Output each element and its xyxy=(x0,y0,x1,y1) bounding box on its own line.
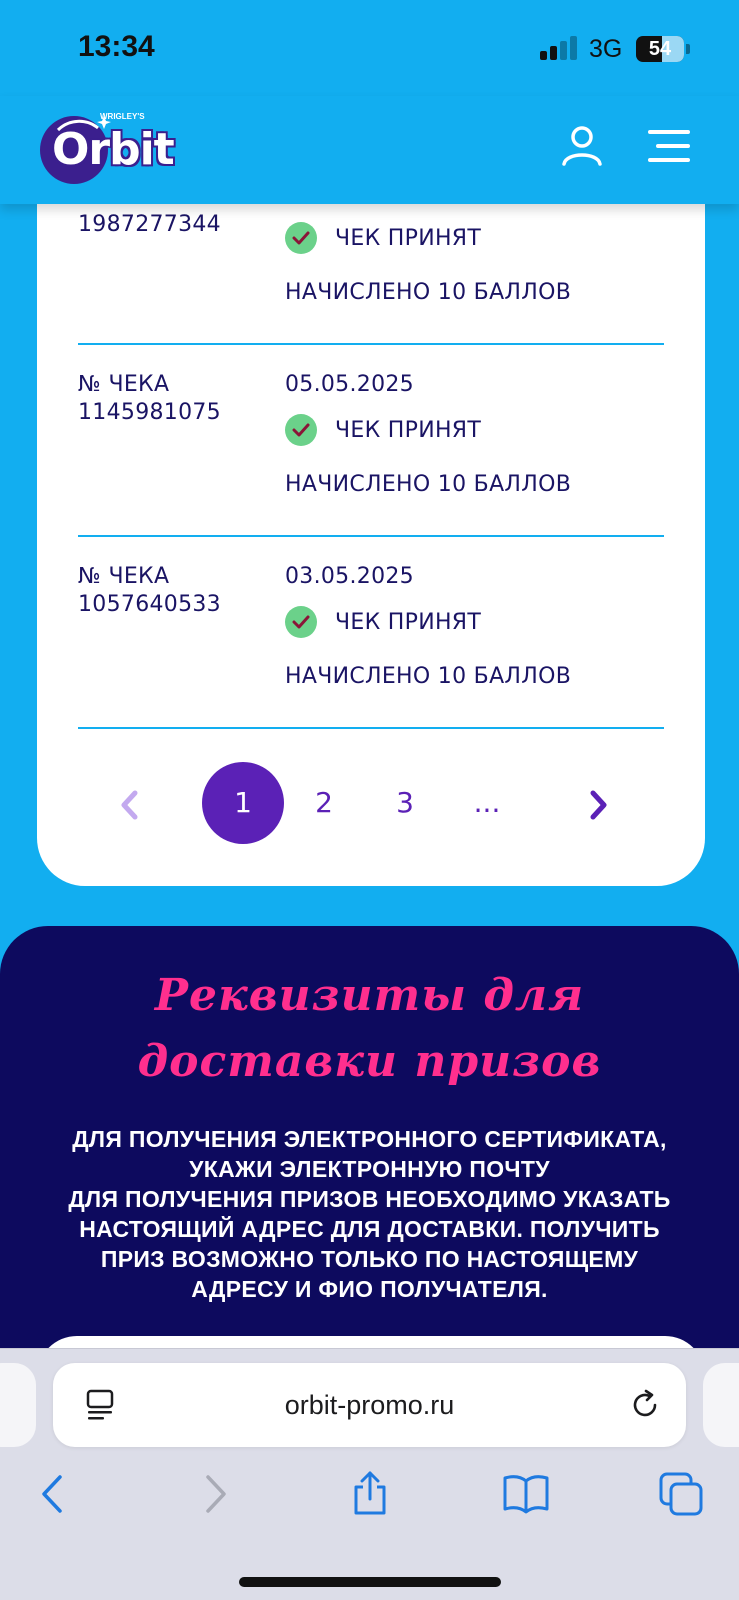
requisites-text-line: ПРИЗ ВОЗМОЖНО ТОЛЬКО ПО НАСТОЯЩЕМУ xyxy=(100,1246,639,1272)
cellular-signal-icon xyxy=(540,36,580,60)
next-tab-peek[interactable] xyxy=(703,1363,739,1447)
logo-sub: WRIGLEY'S xyxy=(100,112,145,121)
requisites-text-line: НАСТОЯЩИЙ АДРЕС ДЛЯ ДОСТАВКИ. ПОЛУЧИТЬ xyxy=(79,1216,660,1242)
bookmarks-icon[interactable] xyxy=(502,1471,550,1517)
check-icon xyxy=(285,606,317,638)
address-bar[interactable] xyxy=(53,1363,686,1447)
receipt-points: НАЧИСЛЕНО 10 БАЛЛОВ xyxy=(285,472,572,497)
orbit-logo[interactable] xyxy=(38,110,188,186)
requisites-text-line: УКАЖИ ЭЛЕКТРОННУЮ ПОЧТУ xyxy=(189,1156,550,1182)
receipt-number: 1145981075 xyxy=(78,400,221,425)
receipt-number: 1987277344 xyxy=(78,212,221,237)
address-url: orbit-promo.ru xyxy=(284,1390,455,1420)
next-page-icon[interactable] xyxy=(583,788,613,822)
divider xyxy=(78,343,664,345)
receipt-row xyxy=(78,372,664,530)
receipt-label: № ЧЕКА xyxy=(78,564,170,589)
reload-icon[interactable] xyxy=(629,1389,661,1421)
receipt-row xyxy=(78,564,664,722)
page-2-button[interactable]: 2 xyxy=(315,786,333,819)
page-ellipsis[interactable]: ... xyxy=(473,786,501,819)
home-indicator xyxy=(239,1577,501,1587)
back-icon[interactable] xyxy=(30,1471,78,1517)
requisites-text-line: ДЛЯ ПОЛУЧЕНИЯ ПРИЗОВ НЕОБХОДИМО УКАЗАТЬ xyxy=(68,1186,671,1212)
divider xyxy=(78,535,664,537)
receipts-card xyxy=(37,160,705,886)
receipt-status: ЧЕК ПРИНЯТ xyxy=(335,610,482,635)
receipt-points: НАЧИСЛЕНО 10 БАЛЛОВ xyxy=(285,664,572,689)
check-icon xyxy=(285,222,317,254)
status-time: 13:34 xyxy=(78,30,155,63)
page-1-button[interactable]: 1 xyxy=(202,762,284,844)
requisites-section xyxy=(0,926,739,1386)
receipt-status: ЧЕК ПРИНЯТ xyxy=(335,226,482,251)
pagination xyxy=(37,762,705,846)
check-icon xyxy=(285,414,317,446)
requisites-text-line: ДЛЯ ПОЛУЧЕНИЯ ЭЛЕКТРОННОГО СЕРТИФИКАТА, xyxy=(72,1126,667,1152)
receipt-points: НАЧИСЛЕНО 10 БАЛЛОВ xyxy=(285,280,572,305)
requisites-text-line: АДРЕСУ И ФИО ПОЛУЧАТЕЛЯ. xyxy=(191,1276,548,1302)
tabs-icon[interactable] xyxy=(658,1471,706,1517)
battery-level: 54 xyxy=(648,38,672,60)
receipt-label: № ЧЕКА xyxy=(78,372,170,397)
hamburger-menu-icon[interactable] xyxy=(646,126,692,166)
site-header xyxy=(0,96,739,204)
battery-cap xyxy=(686,44,690,54)
battery-icon xyxy=(636,36,684,62)
requisites-title-line1: Реквизиты для xyxy=(154,970,585,1021)
receipt-status: ЧЕК ПРИНЯТ xyxy=(335,418,482,443)
requisites-title-line2: доставки призов xyxy=(137,1036,602,1087)
browser-toolbar xyxy=(0,1348,739,1600)
page-3-button[interactable]: 3 xyxy=(396,786,414,819)
logo-text: Orbit xyxy=(52,124,174,175)
receipt-date: 05.05.2025 xyxy=(285,372,414,397)
prev-page-icon xyxy=(115,788,145,822)
status-bar xyxy=(0,0,739,96)
requisites-text xyxy=(20,1124,719,1304)
network-type: 3G xyxy=(589,35,623,63)
user-icon[interactable] xyxy=(560,124,604,168)
share-icon[interactable] xyxy=(346,1471,394,1517)
forward-icon[interactable] xyxy=(190,1471,238,1517)
receipt-number: 1057640533 xyxy=(78,592,221,617)
receipt-date: 03.05.2025 xyxy=(285,564,414,589)
previous-tab-peek[interactable] xyxy=(0,1363,36,1447)
divider xyxy=(78,727,664,729)
